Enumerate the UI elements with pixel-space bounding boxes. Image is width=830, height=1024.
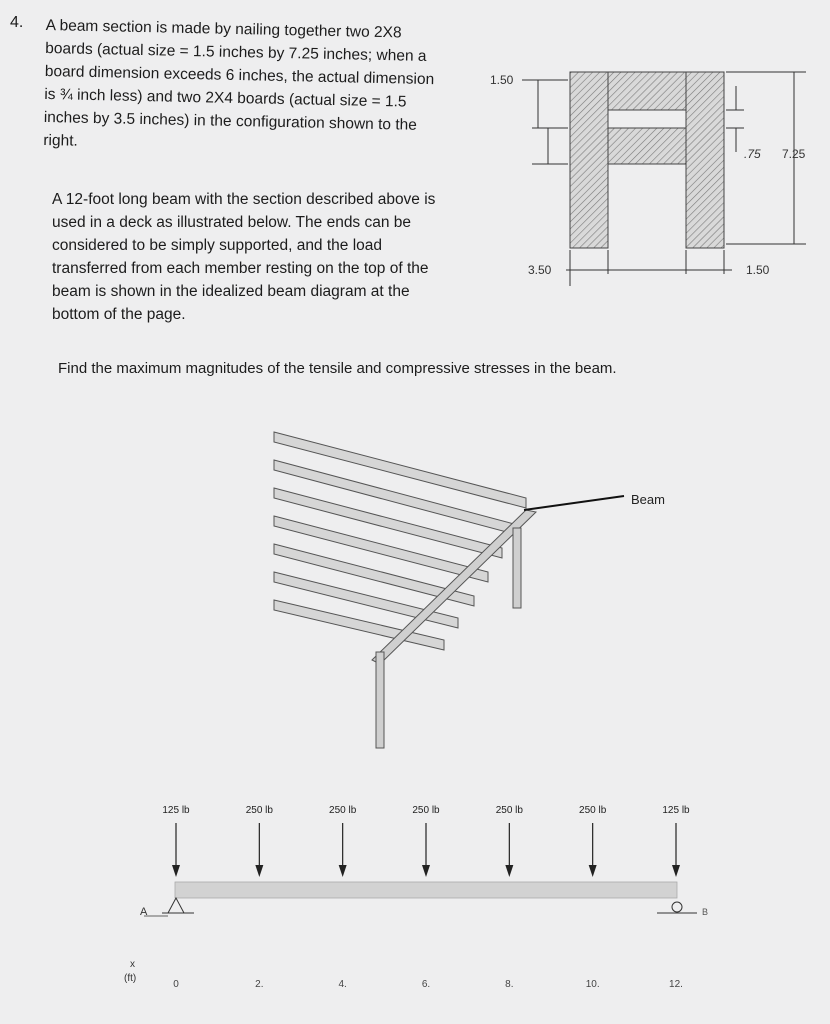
load-label: 250 lb bbox=[245, 805, 273, 816]
deck-illustration bbox=[268, 420, 688, 750]
load-arrowhead bbox=[672, 865, 680, 877]
x-tick-label: 6. bbox=[421, 979, 431, 990]
dim-inner-width-label: 3.50 bbox=[528, 263, 552, 277]
beam-label: Beam bbox=[631, 492, 665, 507]
load-arrowhead bbox=[172, 865, 180, 877]
x-tick-label: 10. bbox=[585, 979, 600, 990]
paragraph-1-line: is ¾ inch less) and two 2X4 boards (actual size = 1.5 bbox=[44, 85, 407, 111]
beam-leader-line bbox=[524, 496, 624, 510]
problem-number: 4. bbox=[10, 14, 24, 31]
paragraph-1-line: boards (actual size = 1.5 inches by 7.25 inches; when a bbox=[45, 39, 427, 65]
dim-top-flange-label: 1.50 bbox=[490, 73, 514, 87]
load-arrowhead bbox=[339, 865, 347, 877]
load-arrowhead bbox=[589, 865, 597, 877]
paragraph-2-line: bottom of the page. bbox=[52, 306, 186, 323]
paragraph-2-line: used in a deck as illustrated below. The ends can be bbox=[52, 214, 412, 231]
load-label: 125 lb bbox=[162, 805, 190, 816]
deck-post-left bbox=[376, 652, 384, 748]
roller-support-b bbox=[672, 902, 682, 912]
load-arrowhead bbox=[255, 865, 263, 877]
beam-diagram bbox=[110, 795, 730, 1005]
x-axis-unit: (ft) bbox=[124, 973, 137, 984]
load-arrowhead bbox=[422, 865, 430, 877]
paragraph-1-line: A beam section is made by nailing together two 2X8 bbox=[45, 16, 402, 42]
load-label: 250 lb bbox=[412, 805, 440, 816]
paragraph-1-line: board dimension exceeds 6 inches, the actual dimension bbox=[44, 62, 435, 89]
x-axis-label: x bbox=[130, 959, 135, 970]
dim-gap-label: .75 bbox=[744, 147, 761, 161]
dim-web-label: 1.50 bbox=[746, 263, 770, 277]
paragraph-2-line: transferred from each member resting on the top of the bbox=[52, 260, 429, 277]
deck-post-right bbox=[513, 528, 521, 608]
support-b-label: B bbox=[702, 907, 709, 917]
paragraph-2-line: beam is shown in the idealized beam diagram at the bbox=[52, 283, 410, 300]
question-text: Find the maximum magnitudes of the tensile and compressive stresses in the beam. bbox=[58, 360, 617, 377]
middle-2x4-board bbox=[608, 128, 688, 164]
load-group bbox=[162, 805, 690, 877]
load-label: 250 lb bbox=[579, 805, 607, 816]
paragraph-1-line: right. bbox=[43, 131, 78, 150]
x-tick-label: 2. bbox=[255, 979, 264, 990]
x-tick-label: 4. bbox=[338, 979, 347, 990]
problem-paragraph-2 bbox=[52, 188, 462, 326]
load-label: 250 lb bbox=[329, 805, 357, 816]
right-2x8-board bbox=[686, 72, 724, 248]
x-tick-label: 12. bbox=[669, 979, 683, 990]
load-arrowhead bbox=[505, 865, 513, 877]
problem-paragraph-1 bbox=[43, 14, 466, 161]
deck-joists bbox=[274, 432, 526, 650]
paragraph-1-line: inches by 3.5 inches) in the configuration shown to the bbox=[43, 108, 418, 134]
dim-height-label: 7.25 bbox=[782, 147, 806, 161]
x-tick-group bbox=[173, 979, 683, 990]
paragraph-2-line: A 12-foot long beam with the section described above is bbox=[52, 191, 436, 208]
left-2x8-board bbox=[570, 72, 608, 248]
deck-beam bbox=[372, 510, 536, 664]
x-tick-label: 0 bbox=[173, 979, 179, 990]
support-a-label: A bbox=[140, 906, 148, 918]
load-label: 250 lb bbox=[495, 805, 523, 816]
x-tick-label: 8. bbox=[505, 979, 514, 990]
beam-body bbox=[175, 882, 677, 898]
pin-support-a bbox=[168, 898, 184, 913]
load-label: 125 lb bbox=[662, 805, 690, 816]
cross-section-figure bbox=[470, 60, 820, 290]
paragraph-2-line: considered to be simply supported, and the load bbox=[52, 237, 383, 254]
